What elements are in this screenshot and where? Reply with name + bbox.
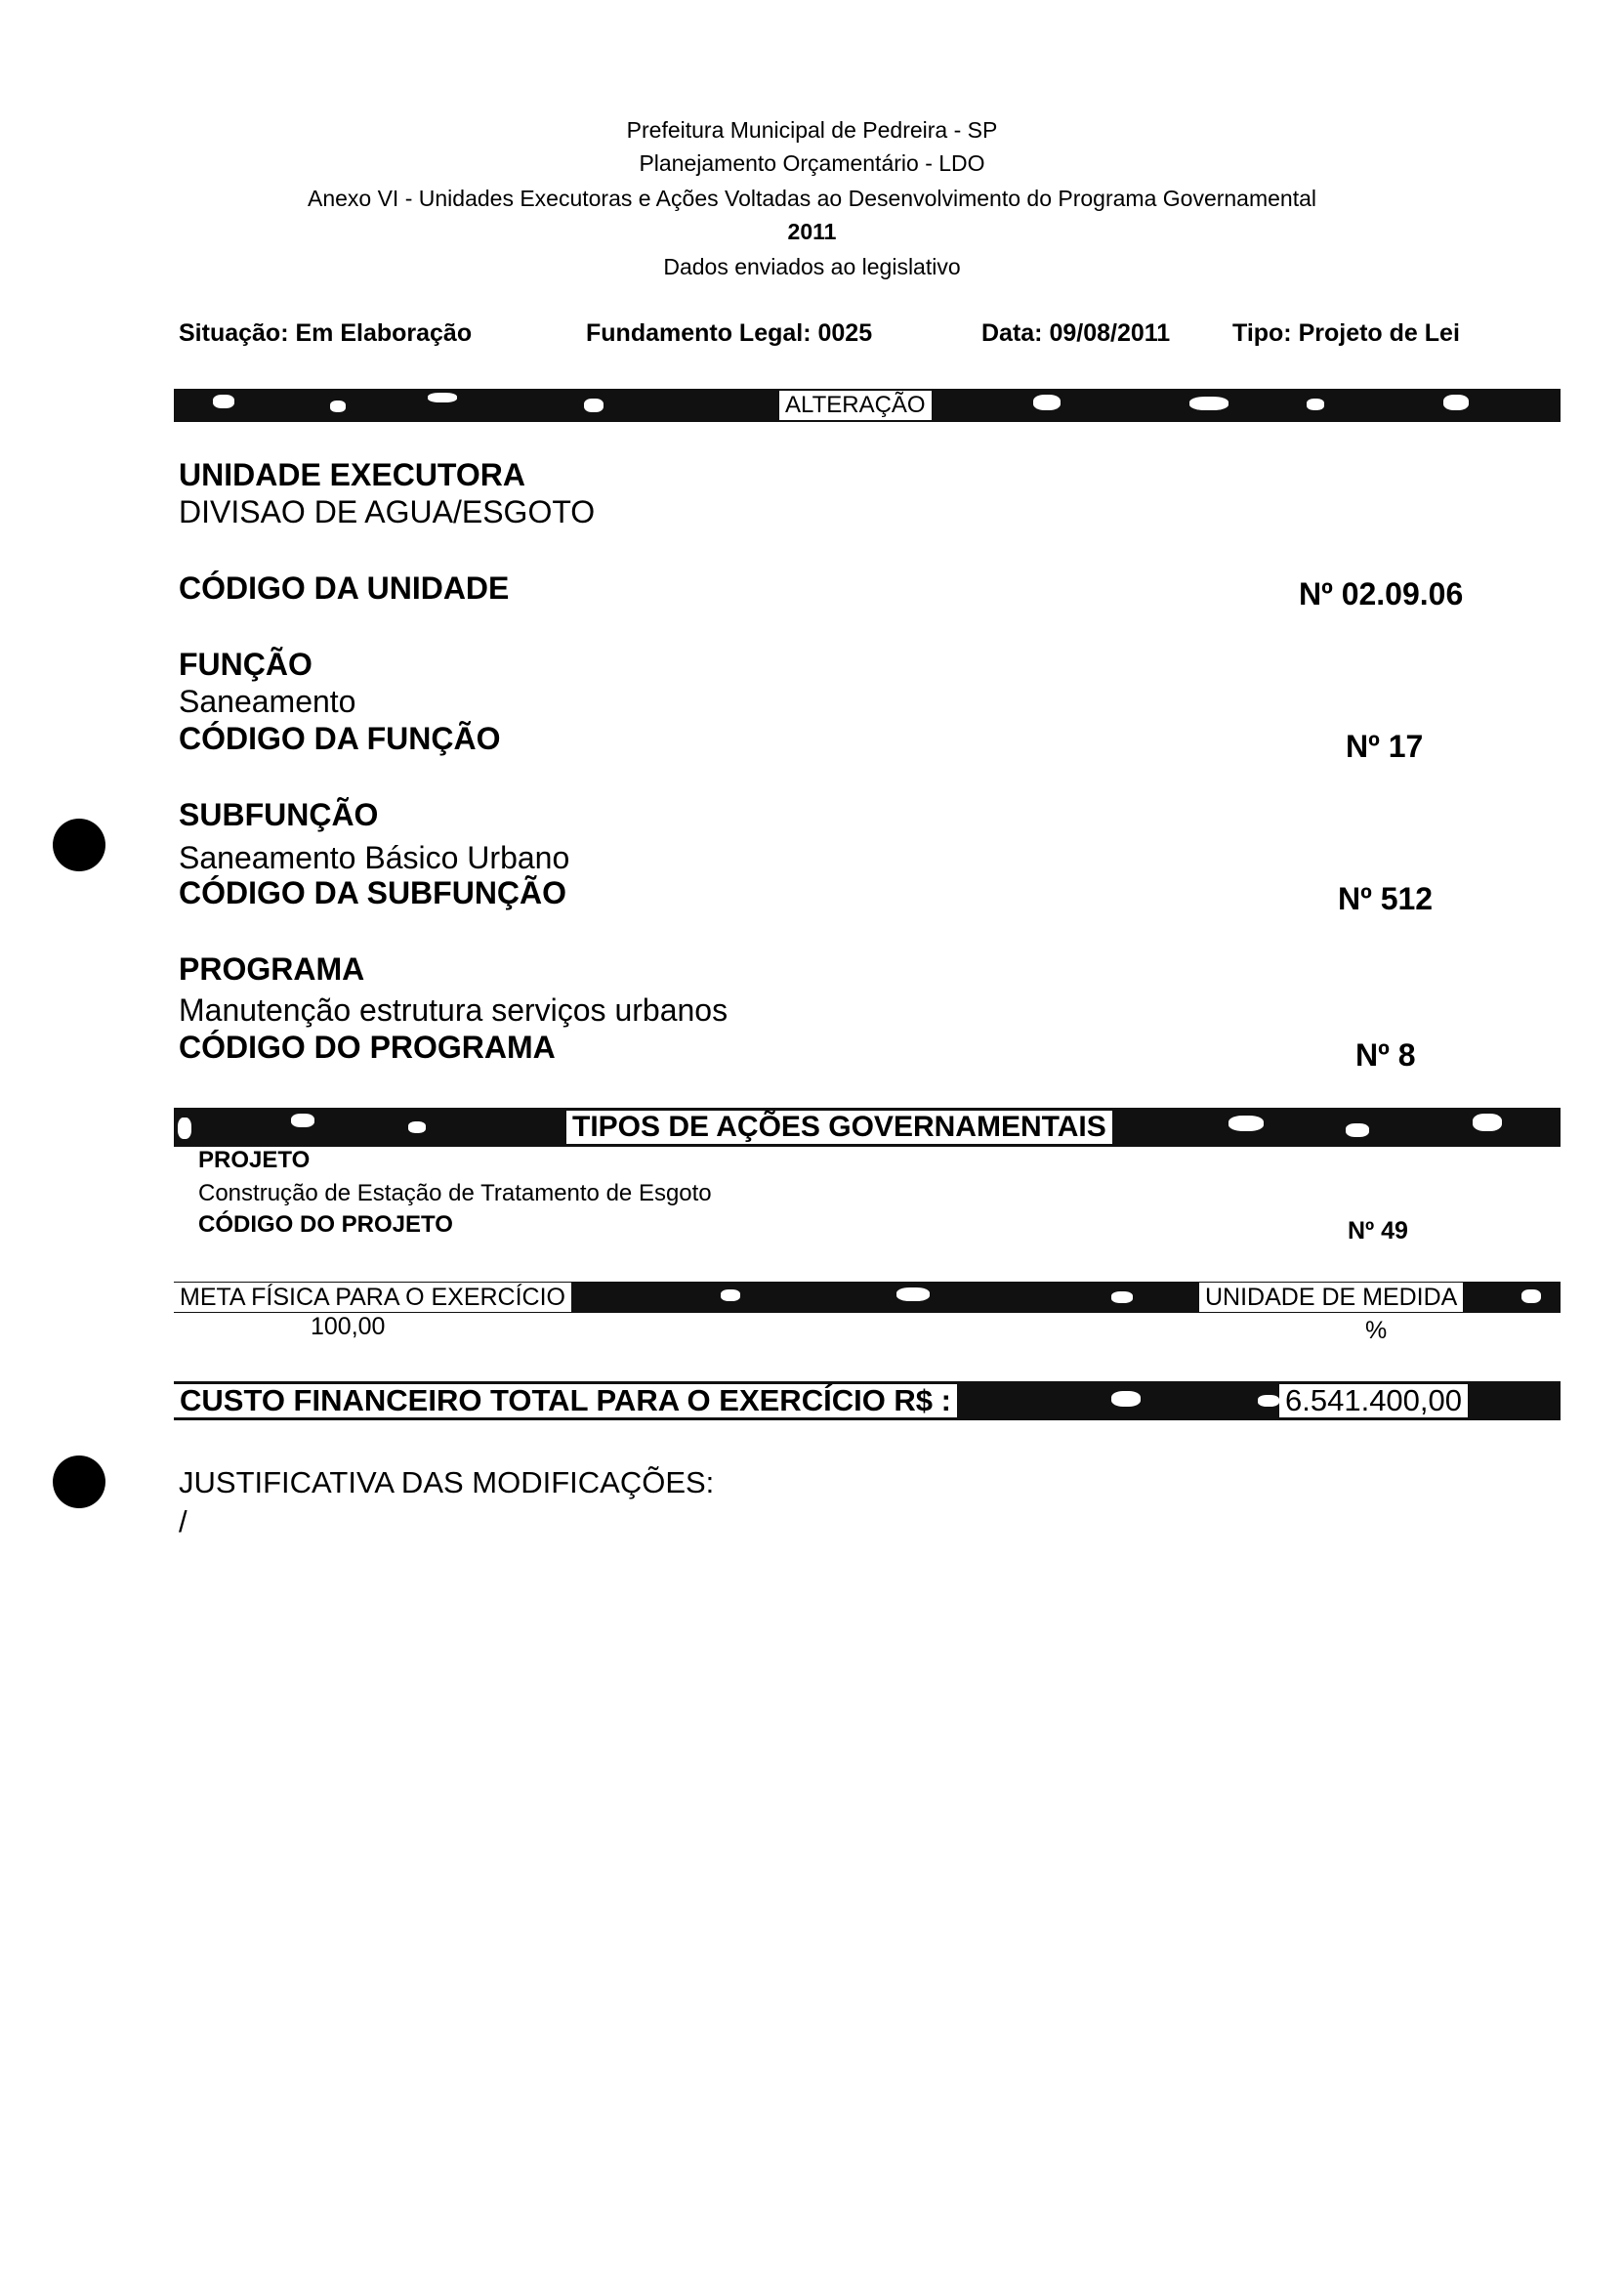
alteracao-bar [174,389,1561,422]
meta-tipo: Tipo: Projeto de Lei [1232,319,1460,347]
unidade-medida-value: % [1365,1317,1388,1344]
header-line-anexo: Anexo VI - Unidades Executoras e Ações Voltadas ao Desenvolvimento do Programa Governamental [307,186,1317,211]
unidade-medida-label: UNIDADE DE MEDIDA [1199,1283,1463,1312]
meta-data: Data: 09/08/2011 [981,319,1171,347]
punch-hole-icon [53,1455,105,1508]
funcao-value: Saneamento [179,684,356,719]
subfuncao-value: Saneamento Básico Urbano [179,840,570,875]
unidade-code: Nº 02.09.06 [1299,576,1464,612]
programa-code: Nº 8 [1355,1037,1416,1073]
subfuncao-code: Nº 512 [1338,881,1434,916]
punch-hole-icon [53,819,105,871]
tipos-acoes-bar [174,1108,1561,1147]
custo-label: CUSTO FINANCEIRO TOTAL PARA O EXERCÍCIO R$ : [174,1384,957,1417]
meta-situacao: Situação: Em Elaboração [179,319,473,347]
funcao-code: Nº 17 [1346,729,1424,764]
header-line-planejamento: Planejamento Orçamentário - LDO [639,150,985,176]
custo-value: 6.541.400,00 [1279,1384,1468,1417]
meta-fisica-bar [174,1282,1561,1313]
tipos-acoes-label: TIPOS DE AÇÕES GOVERNAMENTAIS [566,1111,1112,1144]
unidade-title: UNIDADE EXECUTORA [179,457,525,492]
justificativa-value: / [179,1504,187,1539]
programa-code-label: CÓDIGO DO PROGRAMA [179,1030,556,1065]
meta-fundamento: Fundamento Legal: 0025 [586,319,873,347]
programa-title: PROGRAMA [179,951,365,987]
projeto-value: Construção de Estação de Tratamento de Esgoto [198,1180,712,1206]
meta-fisica-value: 100,00 [311,1313,386,1340]
header-line-dados: Dados enviados ao legislativo [663,254,961,279]
alteracao-label: ALTERAÇÃO [779,391,932,420]
meta-fisica-label: META FÍSICA PARA O EXERCÍCIO [174,1283,571,1312]
justificativa-title: JUSTIFICATIVA DAS MODIFICAÇÕES: [179,1465,715,1499]
subfuncao-code-label: CÓDIGO DA SUBFUNÇÃO [179,875,567,910]
subfuncao-title: SUBFUNÇÃO [179,797,379,832]
unidade-code-label: CÓDIGO DA UNIDADE [179,570,510,606]
header-year: 2011 [787,219,837,244]
projeto-title: PROJETO [198,1147,311,1173]
funcao-title: FUNÇÃO [179,647,312,682]
programa-value: Manutenção estrutura serviços urbanos [179,992,729,1028]
header-line-prefeitura: Prefeitura Municipal de Pedreira - SP [626,117,998,143]
unidade-value: DIVISAO DE AGUA/ESGOTO [179,494,596,529]
projeto-code-label: CÓDIGO DO PROJETO [198,1211,453,1238]
projeto-code: Nº 49 [1348,1217,1408,1244]
funcao-code-label: CÓDIGO DA FUNÇÃO [179,721,501,756]
custo-bar [174,1381,1561,1420]
